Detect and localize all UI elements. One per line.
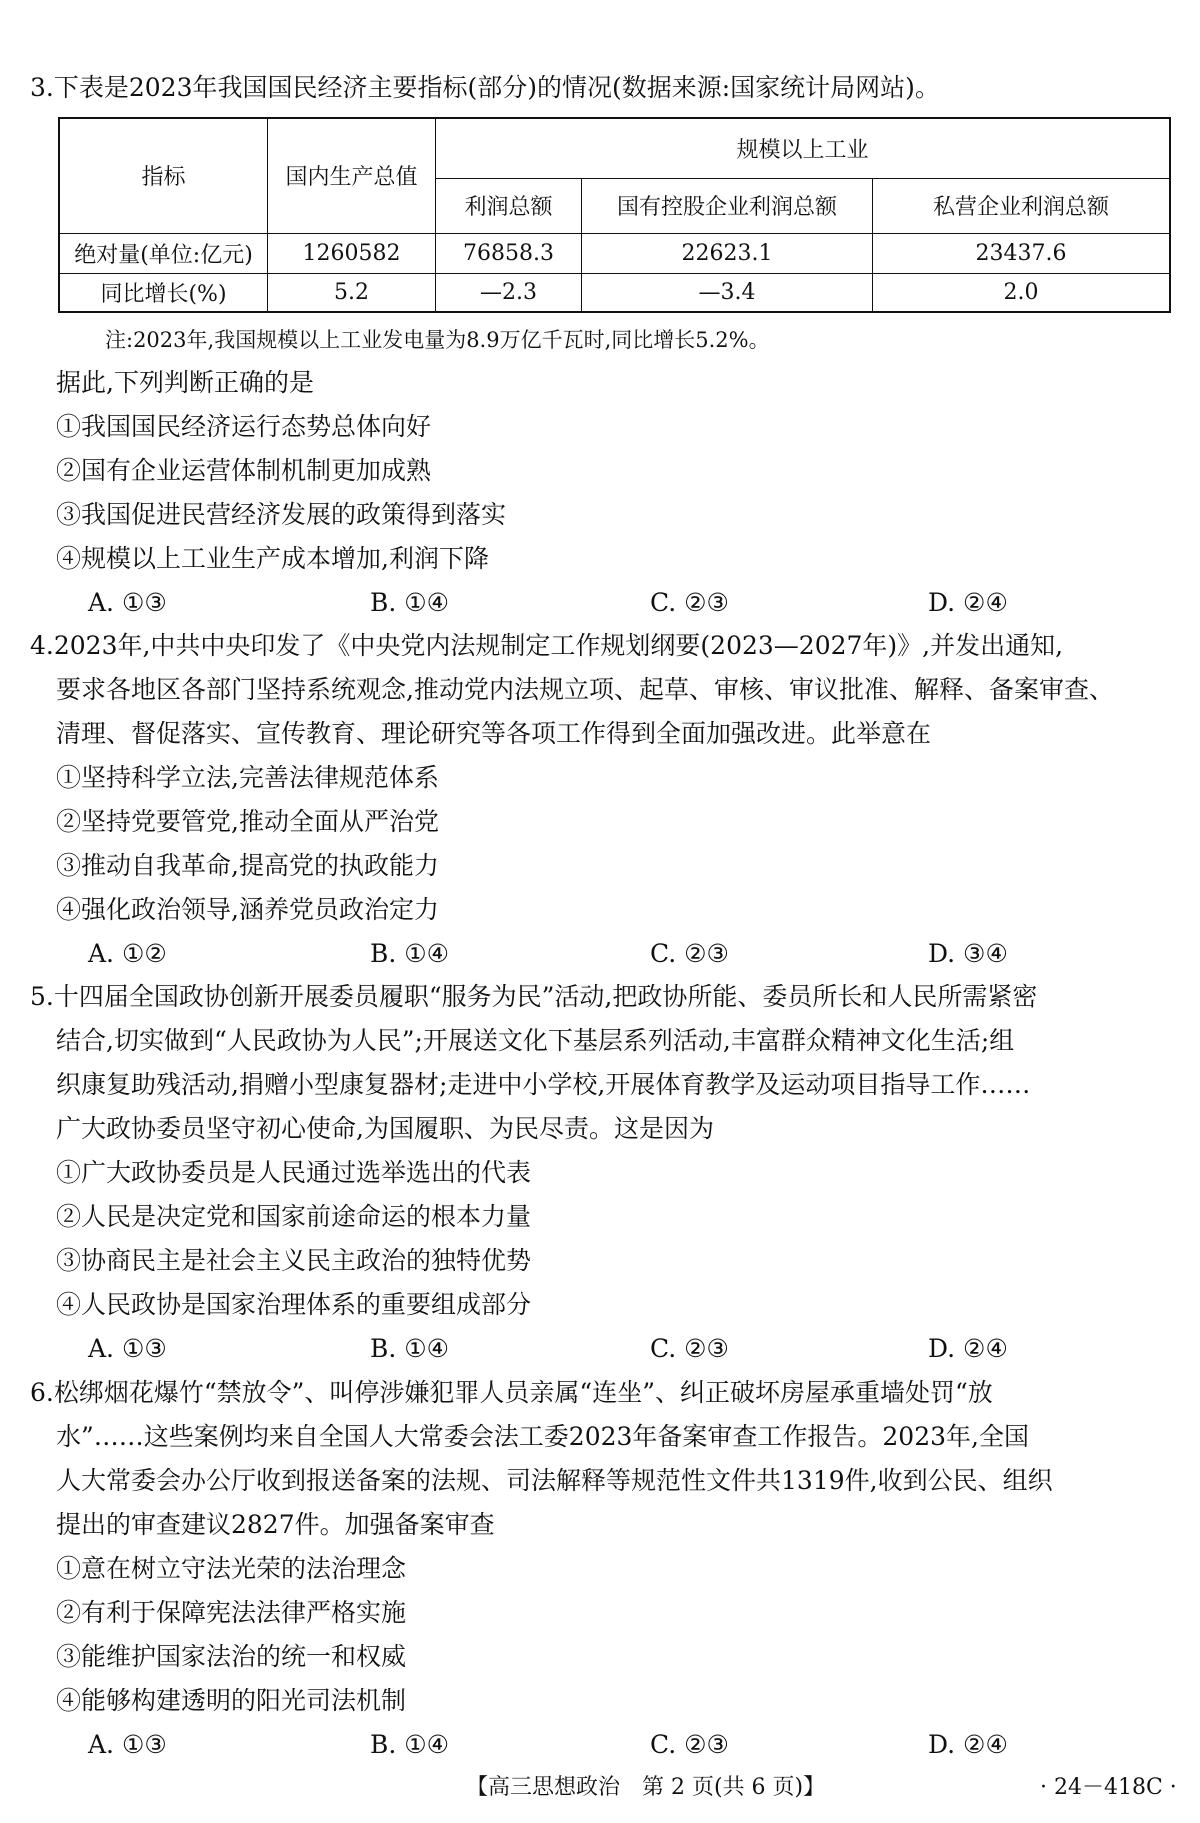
header-private-profit: 私营企业利润总额 (873, 178, 1171, 233)
question-3-note: 注:2023年,我国规模以上工业发电量为8.9万亿千瓦时,同比增长5.2%。 (105, 328, 770, 352)
table-header-row-1 (59, 118, 1170, 178)
question-3-item: ①我国国民经济运行态势总体向好 (56, 412, 432, 441)
question-4-stem-line: 要求各地区各部门坚持系统观念,推动党内法规立项、起草、审核、审议批准、解释、备案审查、 (56, 675, 1114, 704)
economic-indicators-table (58, 117, 1171, 313)
question-6-choices (30, 1723, 1180, 1767)
question-5-stem-line: 5.十四届全国政协创新开展委员履职“服务为民”活动,把政协所能、委员所长和人民所需紧密 (30, 982, 1038, 1011)
cell-profit-absolute: 76858.3 (436, 233, 582, 273)
header-indicator: 指标 (59, 118, 268, 233)
choice-a[interactable]: A. ①② (88, 939, 167, 968)
question-3-lead: 据此,下列判断正确的是 (56, 368, 314, 397)
choice-a[interactable]: A. ①③ (88, 588, 167, 617)
question-4-item: ④强化政治领导,涵养党员政治定力 (56, 895, 439, 924)
choice-a[interactable]: A. ①③ (88, 1730, 167, 1759)
question-3-body (30, 361, 1180, 625)
question-6-item: ①意在树立守法光荣的法治理念 (56, 1554, 407, 1583)
header-profit: 利润总额 (436, 178, 582, 233)
choice-d[interactable]: D. ③④ (928, 939, 1008, 968)
choice-d[interactable]: D. ②④ (928, 1334, 1008, 1363)
row-label-absolute: 绝对量(单位:亿元) (59, 233, 268, 273)
row-label-growth: 同比增长(%) (59, 273, 268, 312)
choice-c[interactable]: C. ②③ (650, 1334, 729, 1363)
cell-gdp-absolute: 1260582 (268, 233, 436, 273)
cell-private-profit-growth: 2.0 (873, 273, 1171, 312)
question-3-item: ④规模以上工业生产成本增加,利润下降 (56, 544, 489, 573)
cell-state-profit-growth: —3.4 (582, 273, 873, 312)
question-5-item: ③协商民主是社会主义民主政治的独特优势 (56, 1246, 532, 1275)
header-gdp: 国内生产总值 (268, 118, 436, 233)
question-4-item: ③推动自我革命,提高党的执政能力 (56, 851, 439, 880)
choice-b[interactable]: B. ①④ (370, 1334, 450, 1363)
question-5 (30, 975, 1180, 1371)
question-5-choices (30, 1327, 1180, 1371)
header-industry: 规模以上工业 (436, 118, 1171, 178)
footer-code: · 24－418C · (1040, 1775, 1177, 1800)
question-4-item: ①坚持科学立法,完善法律规范体系 (56, 763, 439, 792)
question-5-item: ④人民政协是国家治理体系的重要组成部分 (56, 1290, 532, 1319)
question-4-stem-line: 清理、督促落实、宣传教育、理论研究等各项工作得到全面加强改进。此举意在 (56, 719, 932, 748)
choice-c[interactable]: C. ②③ (650, 939, 729, 968)
question-6-item: ②有利于保障宪法法律严格实施 (56, 1598, 407, 1627)
table-row-absolute (59, 233, 1170, 273)
question-6-stem-line: 人大常委会办公厅收到报送备案的法规、司法解释等规范性文件共1319件,收到公民、组织 (56, 1466, 1053, 1495)
choice-d[interactable]: D. ②④ (928, 588, 1008, 617)
question-4 (30, 624, 1180, 976)
question-6-stem-line: 6.松绑烟花爆竹“禁放令”、叫停涉嫌犯罪人员亲属“连坐”、纠正破坏房屋承重墙处罚“放 (30, 1378, 993, 1407)
choice-c[interactable]: C. ②③ (650, 1730, 729, 1759)
choice-b[interactable]: B. ①④ (370, 588, 450, 617)
table-row-growth (59, 273, 1170, 312)
choice-d[interactable]: D. ②④ (928, 1730, 1008, 1759)
cell-state-profit-absolute: 22623.1 (582, 233, 873, 273)
choice-c[interactable]: C. ②③ (650, 588, 729, 617)
question-4-item: ②坚持党要管党,推动全面从严治党 (56, 807, 439, 836)
question-6-item: ③能维护国家法治的统一和权威 (56, 1642, 407, 1671)
choice-b[interactable]: B. ①④ (370, 1730, 450, 1759)
cell-profit-growth: —2.3 (436, 273, 582, 312)
choice-b[interactable]: B. ①④ (370, 939, 450, 968)
question-3-item: ②国有企业运营体制机制更加成熟 (56, 456, 432, 485)
question-5-item: ①广大政协委员是人民通过选举选出的代表 (56, 1158, 532, 1187)
question-5-stem-line: 结合,切实做到“人民政协为人民”;开展送文化下基层系列活动,丰富群众精神文化生活;组 (56, 1026, 1015, 1055)
question-6-stem-line: 水”……这些案例均来自全国人大常委会法工委2023年备案审查工作报告。2023年,全国 (56, 1422, 1029, 1451)
question-5-item: ②人民是决定党和国家前途命运的根本力量 (56, 1202, 532, 1231)
question-5-stem-line: 织康复助残活动,捐赠小型康复器材;走进中小学校,开展体育教学及运动项目指导工作…… (56, 1070, 1031, 1099)
question-6-item: ④能够构建透明的阳光司法机制 (56, 1686, 407, 1715)
question-4-stem-line: 4.2023年,中共中央印发了《中央党内法规制定工作规划纲要(2023—2027年)》,并发出通知, (30, 631, 1064, 660)
footer-title: 【高三思想政治 第 2 页(共 6 页)】 (466, 1775, 826, 1800)
header-state-profit: 国有控股企业利润总额 (582, 178, 873, 233)
question-4-choices (30, 932, 1180, 976)
question-3 (30, 66, 1180, 110)
question-3-item: ③我国促进民营经济发展的政策得到落实 (56, 500, 507, 529)
question-6 (30, 1371, 1180, 1767)
question-6-stem-line: 提出的审查建议2827件。加强备案审查 (56, 1510, 495, 1539)
question-3-choices (30, 581, 1180, 625)
cell-private-profit-absolute: 23437.6 (873, 233, 1171, 273)
cell-gdp-growth: 5.2 (268, 273, 436, 312)
question-3-stem: 3.下表是2023年我国国民经济主要指标(部分)的情况(数据来源:国家统计局网站)。 (30, 73, 940, 102)
question-5-stem-line: 广大政协委员坚守初心使命,为国履职、为民尽责。这是因为 (56, 1114, 714, 1143)
choice-a[interactable]: A. ①③ (88, 1334, 167, 1363)
